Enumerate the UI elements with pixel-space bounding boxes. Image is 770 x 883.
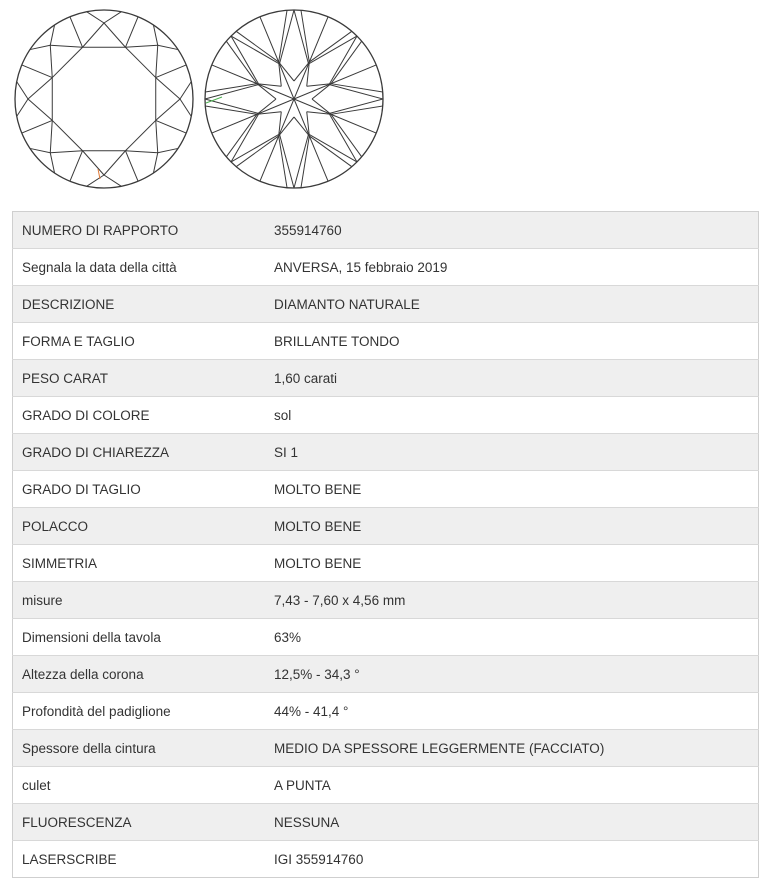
row-label: culet	[13, 767, 266, 804]
grading-report-table	[12, 211, 759, 878]
row-value: MEDIO DA SPESSORE LEGGERMENTE (FACCIATO)	[265, 730, 759, 767]
table-row	[13, 619, 759, 656]
row-label: NUMERO DI RAPPORTO	[13, 212, 266, 249]
row-label: FLUORESCENZA	[13, 804, 266, 841]
table-row	[13, 582, 759, 619]
table-row	[13, 508, 759, 545]
row-label: misure	[13, 582, 266, 619]
row-value: 12,5% - 34,3 °	[265, 656, 759, 693]
table-row	[13, 767, 759, 804]
table-row	[13, 471, 759, 508]
pavilion-facet-diagram	[202, 7, 386, 191]
row-label: SIMMETRIA	[13, 545, 266, 582]
row-value: 63%	[265, 619, 759, 656]
table-row	[13, 434, 759, 471]
table-row	[13, 841, 759, 878]
row-value: ANVERSA, 15 febbraio 2019	[265, 249, 759, 286]
row-value: DIAMANTO NATURALE	[265, 286, 759, 323]
row-label: POLACCO	[13, 508, 266, 545]
row-value: MOLTO BENE	[265, 471, 759, 508]
row-value: 355914760	[265, 212, 759, 249]
table-row	[13, 249, 759, 286]
table-row	[13, 397, 759, 434]
table-row	[13, 545, 759, 582]
row-value: BRILLANTE TONDO	[265, 323, 759, 360]
row-label: GRADO DI CHIAREZZA	[13, 434, 266, 471]
row-value: NESSUNA	[265, 804, 759, 841]
row-label: Segnala la data della città	[13, 249, 266, 286]
table-row	[13, 656, 759, 693]
row-label: GRADO DI COLORE	[13, 397, 266, 434]
row-label: Profondità del padiglione	[13, 693, 266, 730]
table-row	[13, 212, 759, 249]
row-value: SI 1	[265, 434, 759, 471]
row-label: Altezza della corona	[13, 656, 266, 693]
table-row	[13, 804, 759, 841]
row-value: MOLTO BENE	[265, 545, 759, 582]
row-label: LASERSCRIBE	[13, 841, 266, 878]
table-row	[13, 323, 759, 360]
row-value: IGI 355914760	[265, 841, 759, 878]
row-value: A PUNTA	[265, 767, 759, 804]
table-row	[13, 360, 759, 397]
row-value: sol	[265, 397, 759, 434]
table-row	[13, 286, 759, 323]
row-value: 1,60 carati	[265, 360, 759, 397]
table-row	[13, 693, 759, 730]
row-label: DESCRIZIONE	[13, 286, 266, 323]
row-label: PESO CARAT	[13, 360, 266, 397]
row-label: GRADO DI TAGLIO	[13, 471, 266, 508]
row-label: Spessore della cintura	[13, 730, 266, 767]
crown-facet-diagram	[12, 7, 196, 191]
row-label: FORMA E TAGLIO	[13, 323, 266, 360]
diamond-diagrams	[0, 0, 420, 200]
row-value: 44% - 41,4 °	[265, 693, 759, 730]
row-value: MOLTO BENE	[265, 508, 759, 545]
row-value: 7,43 - 7,60 x 4,56 mm	[265, 582, 759, 619]
row-label: Dimensioni della tavola	[13, 619, 266, 656]
table-row	[13, 730, 759, 767]
